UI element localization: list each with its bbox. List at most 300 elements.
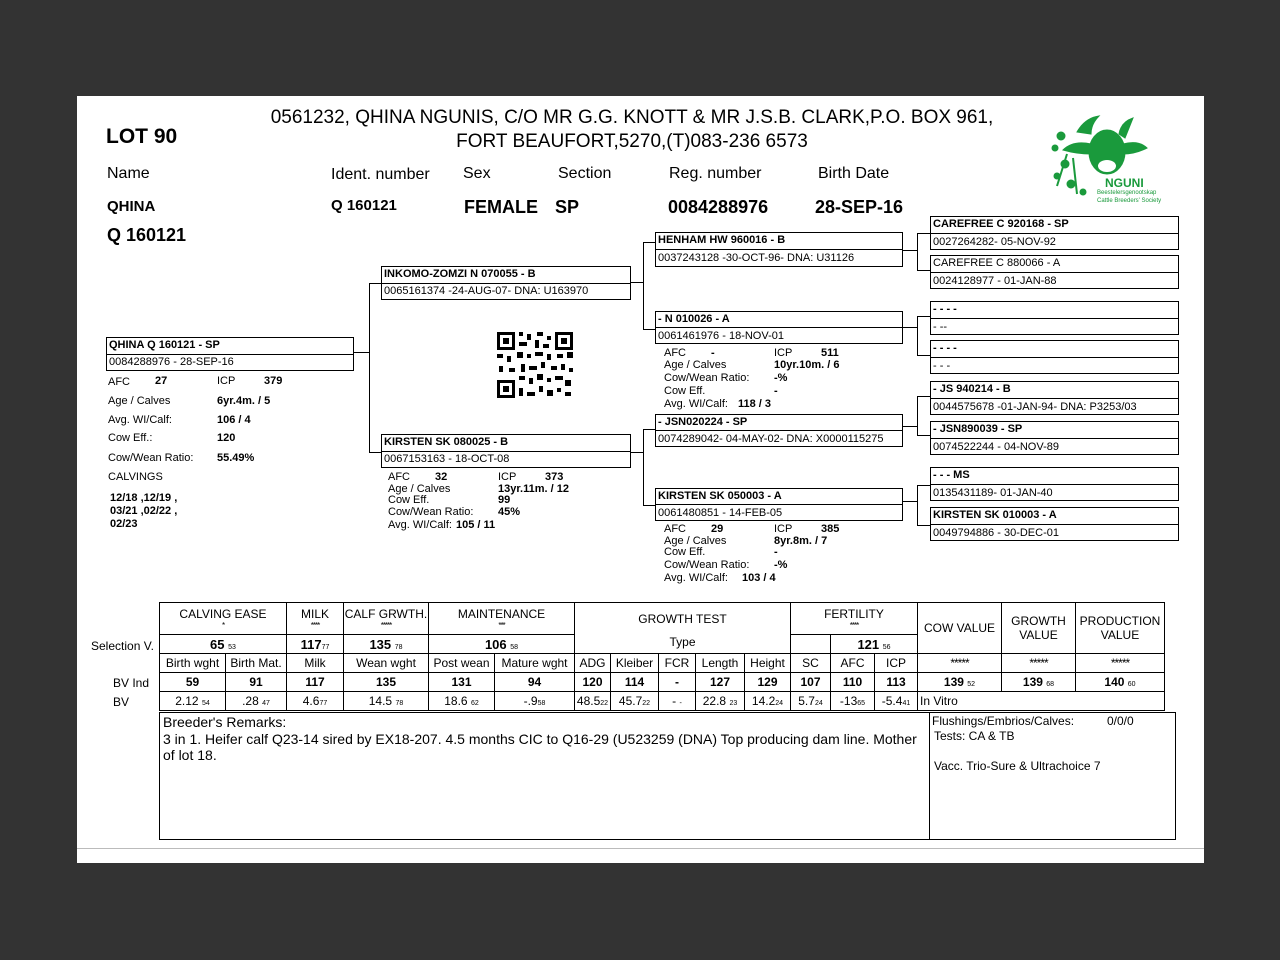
bv-cell — [287, 692, 344, 711]
animal-sex: FEMALE — [464, 197, 538, 217]
group-growth-value — [1002, 603, 1076, 654]
group-calving-stars: * — [221, 621, 225, 630]
remarks-box — [159, 712, 1176, 840]
label-name: Name — [107, 165, 150, 182]
selection-calving-sub: 53 — [228, 643, 236, 651]
gp-dam-dam-box — [655, 488, 903, 521]
bv-sub: 78 — [395, 700, 404, 707]
connector — [903, 327, 917, 328]
bv-value: -.9 — [523, 694, 538, 708]
connector — [917, 485, 930, 486]
divider — [931, 484, 1178, 485]
gp-sire-dam-box — [655, 311, 903, 344]
dam-afc-label: AFC — [388, 471, 410, 483]
col-header: ICP — [875, 654, 918, 673]
gp-sd-icp-label: ICP — [774, 347, 793, 359]
selection-calf — [344, 635, 429, 654]
qr-code — [495, 330, 575, 400]
connector — [643, 505, 655, 506]
group-calving-title: CALVING EASE — [179, 607, 267, 621]
gp-ss-name: HENHAM HW 960016 - B — [658, 234, 786, 246]
divider — [931, 318, 1178, 319]
divider — [382, 283, 630, 284]
group-calf-title: CALF GRWTH. — [344, 607, 428, 621]
connector — [643, 429, 644, 506]
col-header: Post wean — [429, 654, 495, 673]
selection-milk-value: 117 — [300, 636, 322, 652]
bv-value: 18.6 — [444, 694, 468, 708]
dam-icp-label: ICP — [498, 471, 517, 483]
bv-value: .28 — [242, 694, 259, 708]
ggp-reg: 0049794886 - 30-DEC-01 — [933, 527, 1059, 539]
bvind-growth-value — [1002, 673, 1076, 692]
bv-sub: 77 — [319, 700, 328, 707]
connector — [917, 396, 930, 397]
stat-afc-label: AFC — [108, 376, 130, 388]
selection-fert — [831, 635, 918, 654]
bv-sub: 47 — [262, 700, 270, 707]
selection-calf-value: 135 — [369, 636, 392, 652]
ggp-box — [930, 421, 1179, 455]
group-growth-test — [575, 603, 791, 654]
bv-sub: 41 — [902, 700, 911, 707]
calvings-line-3: 02/23 — [110, 518, 138, 530]
bv-sub: 22 — [642, 700, 651, 707]
connector — [917, 270, 930, 271]
gp-sd-reg: 0061461976 - 18-NOV-01 — [658, 330, 784, 342]
bv-cell — [831, 692, 875, 711]
ggp-name: - - - MS — [933, 469, 970, 481]
gp-dd-reg: 0061480851 - 14-FEB-05 — [658, 507, 783, 519]
divider — [656, 504, 902, 505]
ggp-name: CAREFREE C 920168 - SP — [933, 218, 1069, 230]
connector — [369, 283, 370, 453]
bv-sub: 58 — [537, 700, 546, 707]
owner-line-2: FORT BEAUFORT,5270,(T)083-236 6573 — [456, 131, 808, 152]
bvind-cell: 110 — [831, 673, 875, 692]
subject-box-name: QHINA Q 160121 - SP — [109, 339, 220, 351]
gp-sd-icp-value: 511 — [821, 347, 839, 359]
connector — [643, 242, 655, 243]
divider — [931, 272, 1178, 273]
group-fertility — [791, 603, 918, 635]
bv-value: -5.4 — [881, 694, 903, 708]
ggp-name: KIRSTEN SK 010003 - A — [933, 509, 1057, 521]
connector — [631, 282, 643, 283]
bvind-cell: 59 — [160, 673, 226, 692]
label-birth: Birth Date — [818, 165, 890, 182]
group-maint-title: MAINTENANCE — [457, 607, 546, 621]
col-header: Birth Mat. — [226, 654, 287, 673]
ggp-reg: 0024128977 - 01-JAN-88 — [933, 275, 1057, 287]
ggp-reg: 0074522244 - 04-NOV-89 — [933, 441, 1059, 453]
group-milk-title: MILK — [300, 607, 329, 621]
bv-sub: - — [679, 700, 682, 707]
gp-ds-name: - JSN020224 - SP — [658, 416, 748, 428]
sire-box — [381, 266, 631, 300]
lot-number: LOT 90 — [106, 125, 178, 148]
connector — [643, 429, 655, 430]
stat-ratio-label: Cow/Wean Ratio: — [108, 452, 194, 464]
selection-fert-value: 121 — [857, 636, 880, 652]
bv-cell — [611, 692, 659, 711]
ggp-reg: - - - — [933, 360, 951, 372]
divider — [929, 713, 930, 839]
connector — [917, 435, 930, 436]
bv-value: -13 — [839, 694, 858, 708]
ggp-box — [930, 507, 1179, 541]
bv-value: 22.8 — [702, 694, 727, 708]
breeding-values-table — [159, 602, 1165, 711]
ggp-box — [930, 467, 1179, 501]
dam-ratio-label: Cow/Wean Ratio: — [388, 506, 474, 518]
stat-icp-label: ICP — [217, 375, 236, 387]
growth-value-title-1: GROWTH — [1011, 614, 1066, 628]
connector — [917, 525, 930, 526]
bvind-cell: 129 — [745, 673, 791, 692]
ggp-name: - JSN890039 - SP — [933, 423, 1023, 435]
bvind-cell: 135 — [344, 673, 429, 692]
table-row — [160, 603, 1165, 635]
gp-dd-avg-value: 103 / 4 — [742, 572, 776, 584]
label-ident: Ident. number — [331, 166, 430, 183]
group-milk — [287, 603, 344, 635]
bv-value: 48.5 — [576, 694, 601, 708]
bvind-prod-value — [1076, 673, 1165, 692]
bv-value: 5.7 — [798, 694, 815, 708]
dam-age-label: Age / Calves — [388, 483, 451, 495]
table-row — [160, 692, 1165, 711]
stat-ratio-value: 55.49% — [217, 452, 255, 464]
label-reg: Reg. number — [669, 165, 762, 182]
divider — [931, 438, 1178, 439]
connector — [917, 233, 930, 234]
divider — [931, 233, 1178, 234]
ggp-reg: - -- — [933, 321, 948, 333]
dam-reg: 0067153163 - 18-OCT-08 — [384, 453, 510, 465]
animal-reg: 0084288976 — [668, 197, 769, 217]
bvind-cell: 91 — [226, 673, 287, 692]
divider — [931, 524, 1178, 525]
ggp-box — [930, 340, 1179, 374]
bv-cell — [344, 692, 429, 711]
col-header: Milk — [287, 654, 344, 673]
remarks-text: 3 in 1. Heifer calf Q23-14 sired by EX18-207. 4.5 months CIC to Q16-29 (U523259 (DNA) Top producing dam line. Mother of lot 18. — [163, 731, 917, 763]
prod-value-title-2: VALUE — [1100, 628, 1140, 642]
animal-name: QHINA — [107, 198, 156, 215]
ggp-name: CAREFREE C 880066 - A — [933, 257, 1061, 269]
bvind-cell: 113 — [875, 673, 918, 692]
group-calf-stars: ***** — [380, 621, 392, 630]
col-header: AFC — [831, 654, 875, 673]
group-fert-title: FERTILITY — [824, 607, 884, 621]
dam-avg-value: 105 / 11 — [456, 519, 496, 531]
bv-cell — [791, 692, 831, 711]
subject-box-reg: 0084288976 - 28-SEP-16 — [109, 356, 234, 368]
connector — [643, 242, 644, 330]
ggp-name: - JS 940214 - B — [933, 383, 1011, 395]
group-maint-stars: *** — [498, 621, 505, 630]
dam-icp-value: 373 — [545, 471, 564, 483]
gp-sd-afc-label: AFC — [664, 347, 686, 359]
sire-reg: 0065161374 -24-AUG-07- DNA: U163970 — [384, 285, 589, 297]
group-fert-stars: **** — [849, 621, 859, 630]
gp-dd-age-label: Age / Calves — [664, 535, 727, 547]
dam-box — [381, 434, 631, 468]
ggp-reg: 0027264282- 05-NOV-92 — [933, 236, 1056, 248]
cow-value-title: COW VALUE — [923, 621, 996, 635]
bv-sub: 62 — [470, 700, 479, 707]
gp-sd-ratio-value: -% — [774, 372, 788, 384]
stat-age-value: 6yr.4m. / 5 — [217, 395, 271, 407]
bv-cell — [429, 692, 495, 711]
subject-animal-box — [106, 337, 354, 371]
cow-value-sub: 52 — [967, 681, 976, 688]
connector — [917, 396, 918, 436]
connector — [917, 233, 918, 271]
bv-cell — [226, 692, 287, 711]
bv-sub: 65 — [857, 700, 866, 707]
sire-name: INKOMO-ZOMZI N 070055 - B — [384, 268, 536, 280]
gp-ss-reg: 0037243128 -30-OCT-96- DNA: U31126 — [658, 252, 855, 264]
col-header: FCR — [659, 654, 696, 673]
stat-avg-value: 106 / 4 — [217, 414, 251, 426]
connector — [917, 316, 930, 317]
gp-dd-afc-label: AFC — [664, 523, 686, 535]
gp-sd-avg-label: Avg. WI/Calf: — [664, 398, 728, 410]
prod-value-sub: 60 — [1127, 681, 1136, 688]
connector — [354, 352, 369, 353]
bvind-cell: - — [659, 673, 696, 692]
bv-value: 45.7 — [618, 694, 643, 708]
ggp-box — [930, 301, 1179, 335]
col-header: Mature wght — [495, 654, 575, 673]
bv-cell — [575, 692, 611, 711]
gp-ds-reg: 0074289042- 04-MAY-02- DNA: X0000115275 — [658, 433, 884, 445]
col-header: SC — [791, 654, 831, 673]
table-row — [160, 673, 1165, 692]
owner-line-1: 0561232, QHINA NGUNIS, C/O MR G.G. KNOTT & MR J.S.B. CLARK,P.O. BOX 961, — [270, 107, 994, 128]
gp-dd-eff-label: Cow Eff. — [664, 546, 706, 558]
bv-value: 14.2 — [751, 694, 776, 708]
gp-dd-avg-label: Avg. WI/Calf: — [664, 572, 728, 584]
dam-age-value: 13yr.11m. / 12 — [498, 483, 569, 495]
gp-dam-sire-box — [655, 414, 903, 447]
selection-maint-sub: 58 — [510, 643, 519, 651]
selection-calf-sub: 78 — [394, 643, 403, 651]
selection-calving — [160, 635, 287, 654]
animal-birth: 28-SEP-16 — [815, 197, 904, 217]
col-header: Wean wght — [344, 654, 429, 673]
connector — [917, 316, 918, 356]
selection-sc — [791, 635, 831, 654]
connector — [917, 355, 930, 356]
selection-fert-sub: 56 — [882, 643, 891, 651]
vaccination-text: Vacc. Trio-Sure & Ultrachoice 7 — [934, 759, 1101, 773]
bvind-cell: 117 — [287, 673, 344, 692]
connector — [917, 485, 918, 526]
selection-milk-sub: 77 — [321, 643, 330, 651]
animal-id-large: Q 160121 — [107, 225, 187, 245]
bv-value: 14.5 — [368, 694, 393, 708]
gp-dd-ratio-value: -% — [774, 559, 788, 571]
divider — [107, 354, 353, 355]
auction-catalogue-page — [77, 96, 1204, 863]
gp-sire-sire-box — [655, 232, 903, 267]
dam-name: KIRSTEN SK 080025 - B — [384, 436, 509, 448]
selection-calving-value: 65 — [210, 636, 225, 652]
bvind-cow-value — [918, 673, 1002, 692]
gp-sd-age-label: Age / Calves — [664, 359, 727, 371]
ggp-box — [930, 255, 1179, 289]
group-calving-ease — [160, 603, 287, 635]
table-row — [160, 654, 1165, 673]
ggp-name: - - - - — [933, 303, 957, 315]
group-production-value — [1076, 603, 1165, 654]
connector — [631, 452, 643, 453]
qr-code-icon — [495, 330, 575, 400]
selection-maint-value: 106 — [484, 636, 507, 652]
col-header: Kleiber — [611, 654, 659, 673]
col-header: Length — [696, 654, 745, 673]
gp-sd-eff-value: - — [774, 385, 778, 397]
gp-dd-age-value: 8yr.8m. / 7 — [774, 535, 828, 547]
bv-value: 4.6 — [302, 694, 320, 708]
bv-value: 2.12 — [175, 694, 199, 708]
connector — [903, 250, 917, 251]
dam-eff-label: Cow Eff. — [388, 494, 430, 506]
label-section: Section — [558, 165, 612, 182]
stat-age-label: Age / Calves — [108, 395, 171, 407]
col-header: ADG — [575, 654, 611, 673]
footer-divider — [77, 848, 1204, 849]
group-growth-title: GROWTH TEST — [638, 612, 727, 626]
ggp-reg: 0135431189- 01-JAN-40 — [933, 487, 1053, 499]
gp-dd-name: KIRSTEN SK 050003 - A — [658, 490, 782, 502]
growth-value-sub: 68 — [1046, 681, 1055, 688]
label-sex: Sex — [463, 165, 491, 182]
bv-cell — [875, 692, 918, 711]
bvind-cell: 131 — [429, 673, 495, 692]
gp-sd-name: - N 010026 - A — [658, 313, 730, 325]
col-header: Birth wght — [160, 654, 226, 673]
connector — [643, 329, 655, 330]
bv-sub: 24 — [775, 700, 784, 707]
bvind-cell: 107 — [791, 673, 831, 692]
row-label-bv: BV — [113, 695, 130, 709]
gp-dd-afc-value: 29 — [711, 523, 724, 535]
bv-cell — [745, 692, 791, 711]
divider — [656, 249, 902, 250]
selection-maint — [429, 635, 575, 654]
logo-brand: NGUNI — [1105, 176, 1144, 190]
bvind-cell: 120 — [575, 673, 611, 692]
bv-sub: 54 — [201, 700, 210, 707]
connector — [903, 426, 917, 427]
prod-value-stars: ***** — [1076, 654, 1165, 673]
divider — [931, 357, 1178, 358]
stat-eff-value: 120 — [217, 432, 236, 444]
divider — [656, 327, 902, 328]
logo-sub-2: Cattle Breeders' Society — [1097, 198, 1162, 204]
stat-avg-label: Avg. WI/Calf: — [108, 414, 172, 426]
nguni-logo — [1047, 114, 1162, 210]
bvind-cell: 94 — [495, 673, 575, 692]
gp-sd-eff-label: Cow Eff. — [664, 385, 706, 397]
remarks-title: Breeder's Remarks: — [163, 714, 287, 730]
bv-cell — [495, 692, 575, 711]
group-maintenance — [429, 603, 575, 635]
growth-value-stars: ***** — [1002, 654, 1076, 673]
dam-avg-label: Avg. WI/Calf: — [388, 519, 452, 531]
prod-value-title-1: PRODUCTION — [1079, 614, 1161, 628]
growth-type-label: Type — [669, 635, 696, 649]
row-label-bvind: BV Ind — [113, 676, 150, 690]
gp-sd-afc-value: - — [711, 347, 715, 359]
ggp-box — [930, 381, 1179, 415]
divider — [656, 430, 902, 431]
col-header: Height — [745, 654, 791, 673]
row-label-selection: Selection V. — [91, 639, 154, 653]
stat-eff-label: Cow Eff.: — [108, 432, 153, 444]
gp-dd-icp-value: 385 — [821, 523, 840, 535]
bv-value: - — [672, 694, 677, 708]
dam-eff-value: 99 — [498, 494, 511, 506]
flushings-value: 0/0/0 — [1107, 714, 1134, 728]
calvings-line-1: 12/18 ,12/19 , — [110, 492, 178, 504]
calvings-line-2: 03/21 ,02/22 , — [110, 505, 178, 517]
flushings-label: Flushings/Embrios/Calves: — [932, 714, 1075, 728]
bv-cell — [160, 692, 226, 711]
gp-dd-ratio-label: Cow/Wean Ratio: — [664, 559, 750, 571]
gp-sd-ratio-label: Cow/Wean Ratio: — [664, 372, 750, 384]
bv-sub: 24 — [814, 700, 823, 707]
cow-value-number: 139 — [943, 675, 964, 689]
tests-text: Tests: CA & TB — [934, 729, 1015, 743]
ggp-box — [930, 216, 1179, 250]
calvings-label: CALVINGS — [108, 471, 163, 483]
gp-dd-icp-label: ICP — [774, 523, 793, 535]
prod-value-number: 140 — [1104, 675, 1125, 689]
group-milk-stars: **** — [310, 621, 320, 630]
bvind-cell: 127 — [696, 673, 745, 692]
gp-sd-age-value: 10yr.10m. / 6 — [774, 359, 840, 371]
stat-afc-value: 27 — [155, 375, 168, 387]
bv-cell — [696, 692, 745, 711]
in-vitro-cell — [918, 692, 1165, 711]
dam-ratio-value: 45% — [498, 506, 521, 518]
divider — [931, 398, 1178, 399]
dam-afc-value: 32 — [435, 471, 448, 483]
animal-section: SP — [555, 197, 580, 217]
growth-value-number: 139 — [1022, 675, 1043, 689]
ggp-reg: 0044575678 -01-JAN-94- DNA: P3253/03 — [933, 401, 1137, 413]
selection-milk — [287, 635, 344, 654]
bv-sub: 23 — [729, 700, 738, 707]
stat-icp-value: 379 — [264, 375, 283, 387]
gp-dd-eff-value: - — [774, 546, 778, 558]
divider — [382, 451, 630, 452]
animal-ident: Q 160121 — [331, 197, 397, 214]
gp-sd-avg-value: 118 / 3 — [738, 398, 772, 410]
connector — [903, 501, 917, 502]
cow-value-stars: ***** — [918, 654, 1002, 673]
group-cow-value — [918, 603, 1002, 654]
bvind-cell: 114 — [611, 673, 659, 692]
in-vitro-label: In Vitro — [920, 694, 958, 708]
ggp-name: - - - - — [933, 342, 957, 354]
group-calf-growth — [344, 603, 429, 635]
